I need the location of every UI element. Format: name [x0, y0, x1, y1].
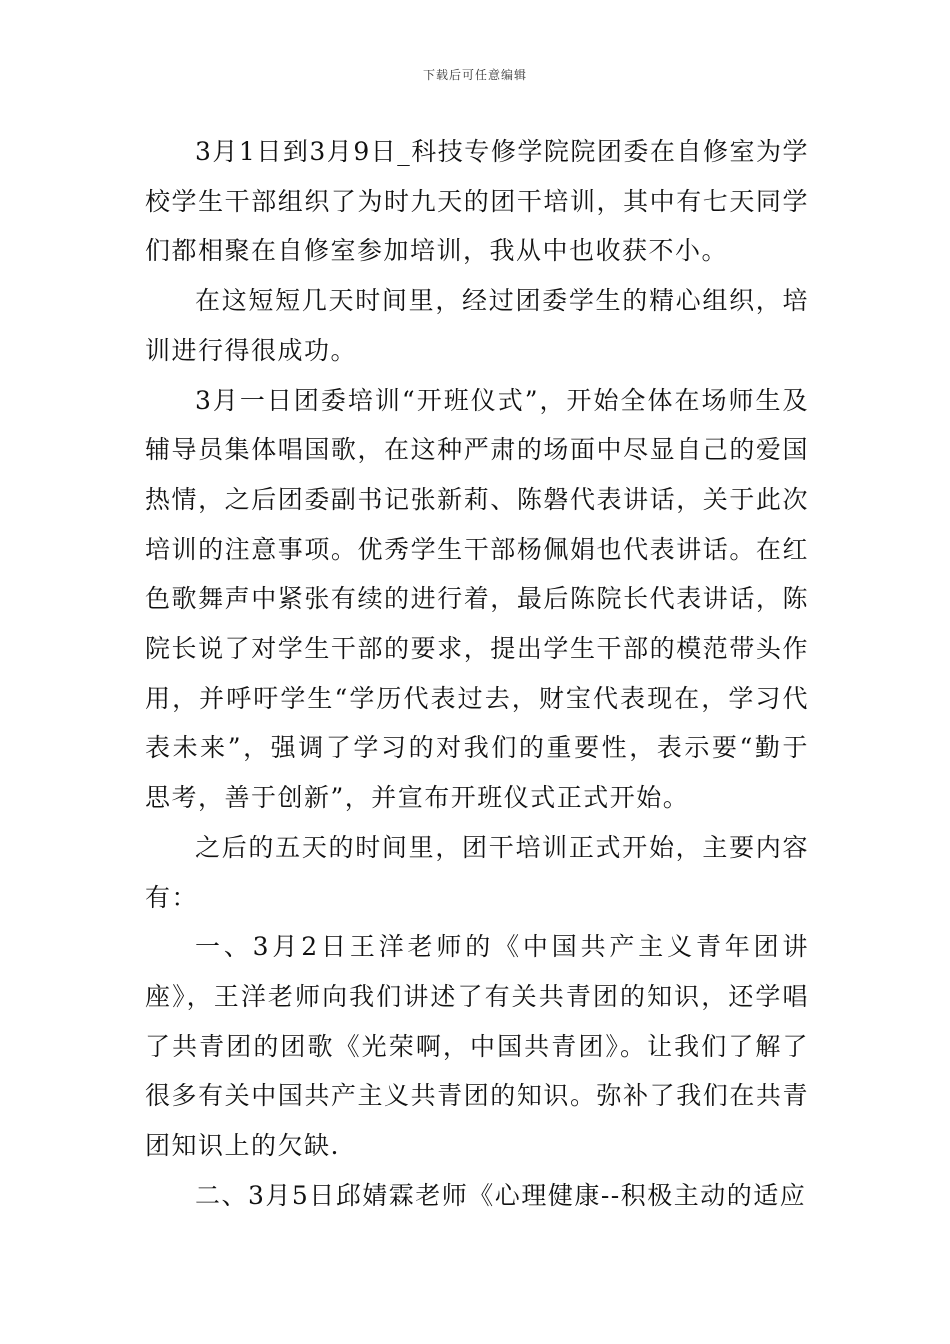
document-body	[145, 127, 809, 1220]
paragraph-4: 之后的五天的时间里，团干培训正式开始，主要内容有：	[145, 832, 809, 912]
paragraph-1: 3月1日到3月9日_科技专修学院院团委在自修室为学校学生干部组织了为时九天的团干培训，其中有七天同学们都相聚在自修室参加培训，我从中也收获不小。	[145, 137, 809, 266]
paragraph-2: 在这短短几天时间里，经过团委学生的精心组织，培训进行得很成功。	[145, 286, 809, 365]
paragraph-3: 3月一日团委培训“开班仪式”，开始全体在场师生及辅导员集体唱国歌，在这种严肃的场面中尽显自己的爱国热情，之后团委副书记张新莉、陈磐代表讲话，关于此次培训的注意事项。优秀学生干部杨佩娟也代表讲话。在红色歌舞声中紧张有续的进行着，最后陈院长代表讲话，陈院长说了对学生干部的要求，提出学生干部的模范带头作用，并呼吁学生“学历代表过去，财宝代表现在，学习代表未来”，强调了学习的对我们的重要性，表示要“勤于思考，善于创新”，并宣布开班仪式正式开始。	[145, 385, 809, 813]
paragraph-5: 一、3月2日王洋老师的《中国共产主义青年团讲座》，王洋老师向我们讲述了有关共青团的知识，还学唱了共青团的团歌《光荣啊，中国共青团》。让我们了解了很多有关中国共产主义共青团的知识。弥补了我们在共青团知识上的欠缺.	[145, 932, 809, 1161]
paragraph-6: 二、3月5日邱婧霖老师《心理健康--积极主动的适应	[195, 1180, 807, 1210]
page-header: 下载后可任意编辑	[422, 68, 527, 82]
